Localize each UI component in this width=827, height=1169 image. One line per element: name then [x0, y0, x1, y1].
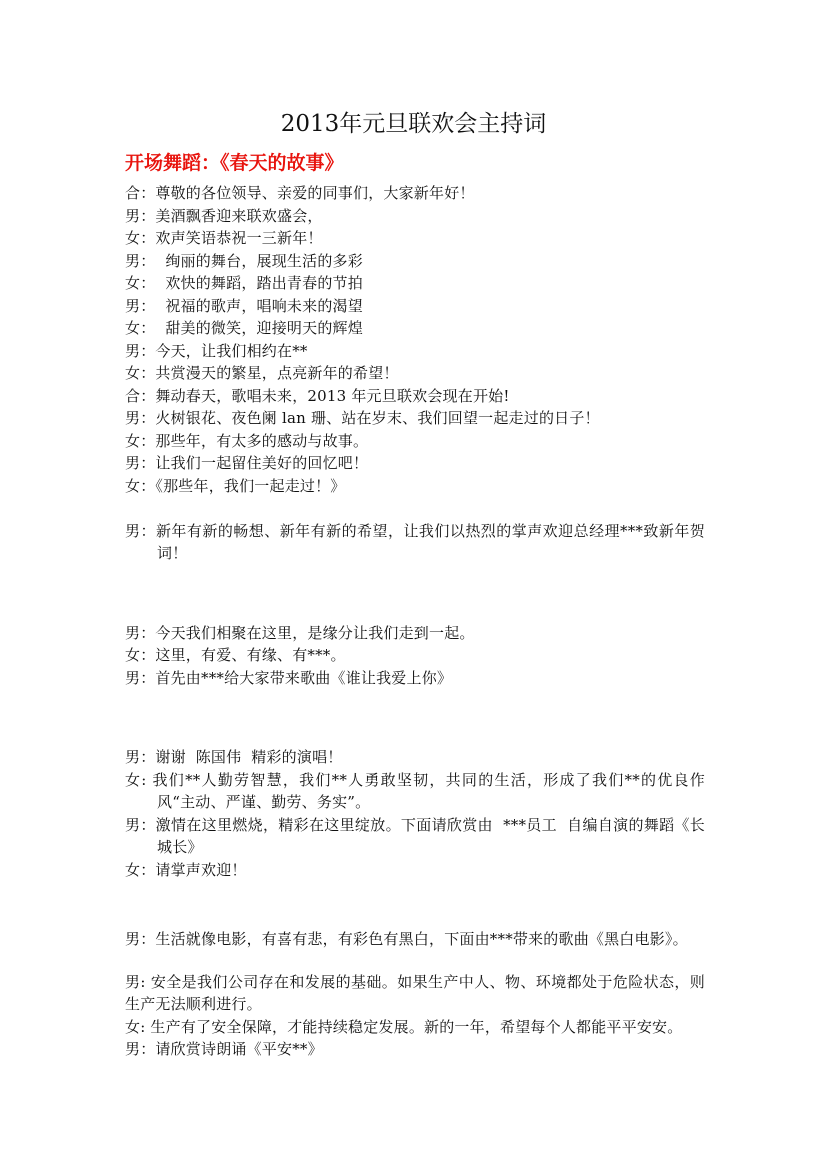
blank-line [125, 497, 705, 520]
script-line: 男： 祝福的歌声，唱响未来的渴望 [125, 296, 363, 315]
blank-line [125, 610, 705, 622]
script-line: 女： 欢快的舞蹈，踏出青春的节拍 [125, 274, 363, 292]
script-line: 男：美酒飘香迎来联欢盛会， [125, 206, 323, 225]
script-paragraph-film-song: 男：生活就像电影，有喜有悲，有彩色有黑白，下面由***带来的歌曲《黑白电影》。 [125, 930, 688, 948]
script-line: 合：舞动春天，歌唱未来，2013 年元旦联欢会现在开始! [125, 386, 510, 405]
script-paragraph-gm-speech: 男：新年有新的畅想、新年有新的希望，让我们以热烈的掌声欢迎总经理***致新年贺词！ [125, 521, 705, 562]
blank-line [125, 734, 705, 746]
script-line: 女：《那些年，我们一起走过！》 [125, 476, 346, 495]
script-line: 男：首先由***给大家带来歌曲《谁让我爱上你》 [125, 668, 453, 687]
script-line: 男：今天，让我们相约在** [125, 341, 308, 360]
script-line: 合：尊敬的各位领导、亲爱的同事们，大家新年好！ [125, 184, 475, 202]
script-line: 男： 绚丽的舞台，展现生活的多彩 [125, 251, 363, 270]
script-paragraph-company-style: 女: 我们**人勤劳智慧，我们**人勇敢坚韧，共同的生活，形成了我们**的优良作风“主动、严谨、勤劳、务实”。 [125, 770, 705, 811]
script-line: 女： 甜美的微笑，迎接明天的辉煌 [125, 319, 363, 337]
script-line: 男：今天我们相聚在这里，是缘分让我们走到一起。 [125, 623, 475, 642]
script-paragraph-safety-wish: 女: 生产有了安全保障，才能持续稳定发展。新的一年，希望每个人都能平平安安。 [125, 1017, 683, 1036]
script-line: 男：火树银花、夜色阑 lan 珊、站在岁末、我们回望一起走过的日子！ [125, 409, 600, 427]
document-title: 2013年元旦联欢会主持词 [280, 111, 547, 137]
script-line: 女：共赏漫天的繁星，点亮新年的希望！ [125, 364, 399, 382]
blank-line [125, 689, 705, 734]
script-paragraph-safety: 男: 安全是我们公司存在和发展的基础。如果生产中人、物、环境都处于危险状态，则生产无法顺利进行。 [125, 972, 705, 1013]
script-line: 男：请欣赏诗朗诵《平安**》 [125, 1040, 323, 1058]
script-line: 女：那些年，有太多的感动与故事。 [125, 431, 369, 450]
script-paragraph-dance-intro: 男：激情在这里燃烧，精彩在这里绽放。下面请欣赏由 ***员工 自编自演的舞蹈《长城长》 [125, 815, 705, 856]
script-line: 男：谢谢 陈国伟 精彩的演唱！ [125, 748, 343, 766]
script-line: 女：请掌声欢迎！ [125, 860, 247, 879]
script-line: 男：让我们一起留住美好的回忆吧！ [125, 454, 369, 472]
blank-line [125, 951, 705, 971]
script-line: 女：这里，有爱、有缘、有***。 [125, 646, 346, 664]
section-heading-opening-dance: 开场舞蹈：《春天的故事》 [125, 152, 344, 174]
script-body [125, 182, 705, 1061]
script-line: 女：欢声笑语恭祝一三新年！ [125, 229, 323, 247]
blank-line [125, 565, 705, 610]
blank-line [125, 881, 705, 926]
